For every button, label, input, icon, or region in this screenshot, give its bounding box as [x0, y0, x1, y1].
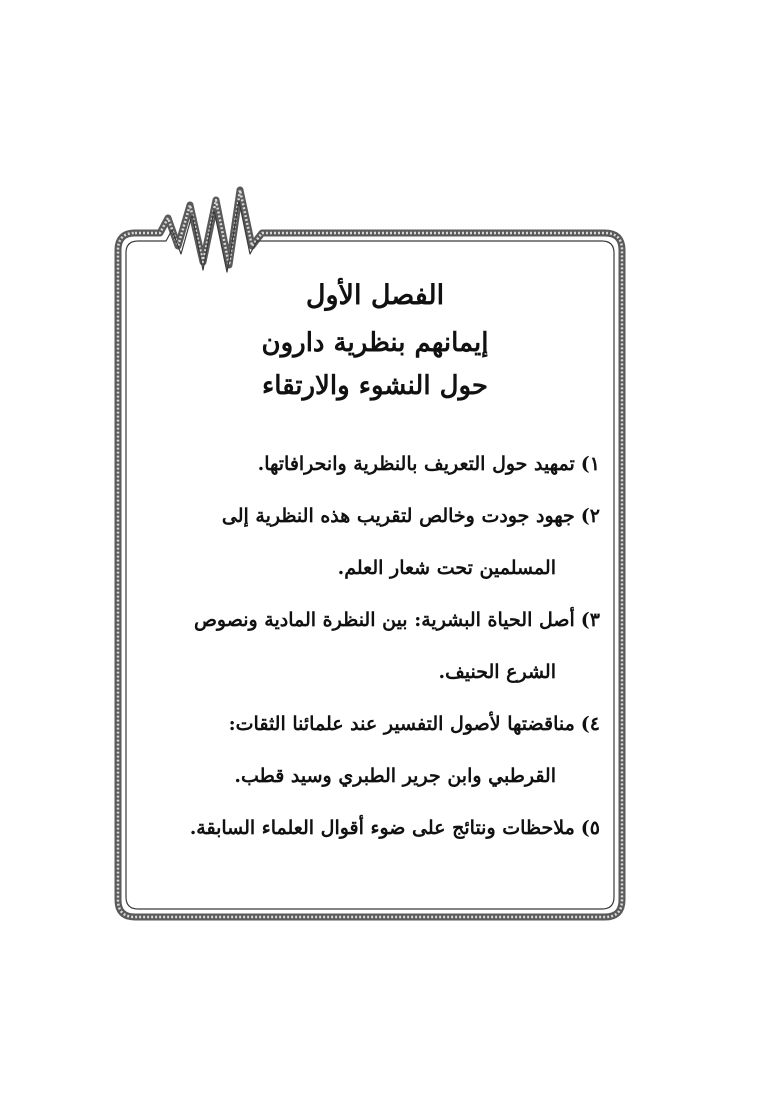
list-item-1-text: تمهيد حول التعريف بالنظرية وانحرافاتها. [257, 453, 575, 475]
list-item-4-text: مناقضتها لأصول التفسير عند علمائنا الثقات: [228, 713, 575, 735]
list-item-3-line-2: الشرع الحنيف. [438, 661, 556, 683]
chapter-content [150, 270, 600, 854]
list-item-1-line-1 [150, 438, 600, 490]
chapter-title-line-1: إيمانهم بنظرية دارون [261, 328, 489, 358]
chapter-title-line-2: حول النشوء والارتقاء [261, 371, 489, 401]
list-item-2-line-2: المسلمين تحت شعار العلم. [337, 557, 556, 579]
list-item-2-text: جهود جودت وخالص لتقريب هذه النظرية إلى [221, 505, 575, 527]
list-item-5-number: ٥) [580, 817, 600, 839]
list-item-2 [150, 490, 600, 594]
list-item-2-line-1 [150, 490, 600, 542]
chapter-title-block [150, 274, 600, 408]
list-item-3 [150, 594, 600, 698]
list-item-1-number: ١) [580, 453, 600, 475]
list-item-2-number: ٢) [580, 505, 600, 527]
list-item-4-line-2: القرطبي وابن جرير الطبري وسيد قطب. [234, 765, 556, 787]
list-item-5-line-1 [150, 802, 600, 854]
list-item-3-number: ٣) [580, 609, 600, 631]
list-item-4-number: ٤) [580, 713, 600, 735]
chapter-topics-list [150, 438, 600, 854]
list-item-4-line-1 [150, 698, 600, 750]
list-item-5-text: ملاحظات ونتائج على ضوء أقوال العلماء السابقة. [189, 817, 575, 839]
list-item-5 [150, 802, 600, 854]
chapter-heading: الفصل الأول [305, 280, 445, 311]
list-item-4 [150, 698, 600, 802]
list-item-3-line-1 [150, 594, 600, 646]
list-item-3-text: أصل الحياة البشرية: بين النظرة المادية ونصوص [193, 609, 575, 631]
list-item-1 [150, 438, 600, 490]
